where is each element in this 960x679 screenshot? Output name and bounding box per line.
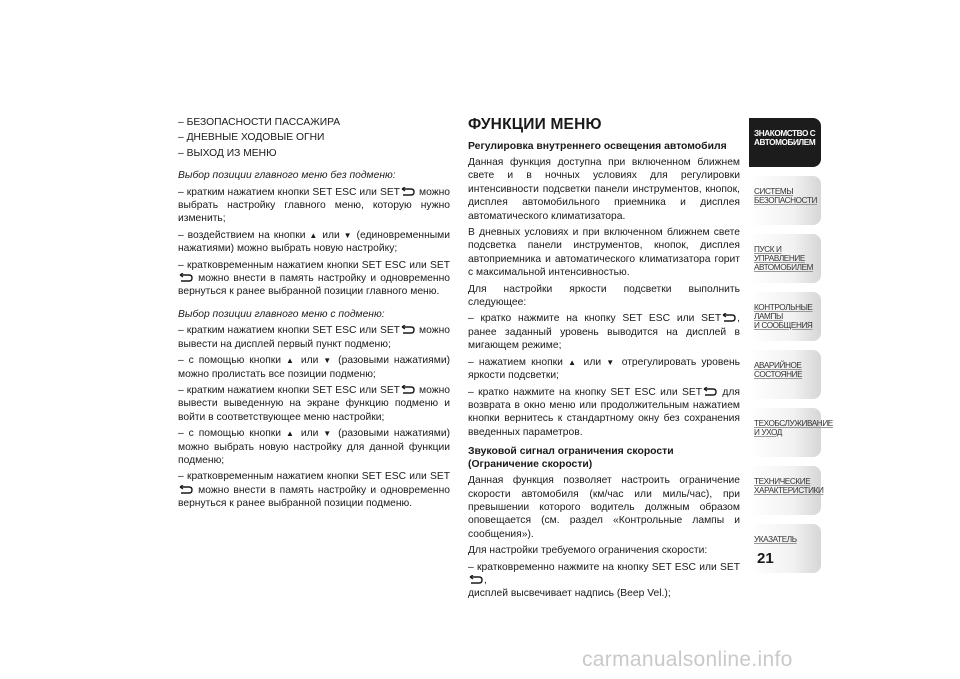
right-column [468,116,740,604]
set-return-icon [401,325,415,334]
paragraph: – кратко нажмите на кнопку SET ESC или SET , ранее заданный уровень выводится на дисплей в мигающем режиме; [468,313,740,352]
tab-label-line: ТЕХОБСЛУЖИВАНИЕ [754,419,833,428]
paragraph: – кратковременным нажатием кнопки SET ESC или SET можно внести в память настройку и одновременно вернуться к ранее выбранной позиции главного меню. [178,259,450,298]
tab-label-line: АВТОМОБИЛЕМ [754,138,816,147]
subheading-with-submenu: Выбор позиции главного меню с подменю: [178,308,385,320]
up-arrow-icon: ▲ [285,356,296,366]
down-arrow-icon: ▼ [323,356,334,366]
paragraph: Данная функция позволяет настроить ограничение скорости автомобиля (км/час или миль/час), при превышении которого водитель должным образом оповещается (см. раздел «Контрольные лампы и сообщения»). [468,475,740,540]
tab-chapter[interactable] [749,118,821,167]
paragraph: – кратковременно нажмите на кнопку SET ESC или SET, [468,561,740,586]
up-arrow-icon: ▲ [285,429,296,439]
down-arrow-icon: ▼ [323,429,334,439]
paragraph: – нажатием кнопки ▲ или ▼ отрегулировать уровень яркости подсветки; [468,356,741,382]
chapter-tabs [749,118,833,582]
list-item: – ВЫХОД ИЗ МЕНЮ [178,147,277,159]
up-arrow-icon: ▲ [309,230,319,240]
subheading-no-submenu: Выбор позиции главного меню без подменю: [178,170,396,182]
paragraph: – кратким нажатием кнопки SET ESC или SET можно вывести на дисплей первый пункт подменю; [178,325,450,350]
tab-label-line: АВАРИЙНОЕ [754,361,802,370]
down-arrow-icon: ▼ [343,230,353,240]
down-arrow-icon: ▼ [606,357,617,367]
set-return-icon [469,575,483,584]
list-item: – БЕЗОПАСНОСТИ ПАССАЖИРА [178,117,341,128]
set-return-icon [703,387,717,396]
set-return-icon [179,485,193,494]
list-item: – ДНЕВНЫЕ ХОДОВЫЕ ОГНИ [178,132,325,144]
tab-label-line: И УХОД [754,428,782,437]
up-arrow-icon: ▲ [568,357,579,367]
section-title: ФУНКЦИИ МЕНЮ [468,116,602,133]
subsection-title: Звуковой сигнал ограничения скорости (Ограничение скорости) [468,446,674,471]
paragraph: – с помощью кнопки ▲ или ▼ (разовыми нажатиями) можно пролистать все позиции подменю; [178,355,450,380]
paragraph: Для настройки требуемого ограничения скорости: [468,545,708,557]
set-return-icon [401,187,415,196]
tab-chapter[interactable] [749,292,821,341]
tab-chapter[interactable] [749,408,833,457]
tab-label-line: ТЕХНИЧЕСКИЕ [754,477,811,486]
paragraph: Для настройки яркости подсветки выполнить следующее: [468,283,740,309]
tab-label-line: ХАРАКТЕРИСТИКИ [754,486,824,495]
tab-chapter[interactable] [749,466,824,515]
paragraph: – кратким нажатием кнопки SET ESC или SET можно выбрать настройку главного меню, которую нужно изменить; [178,186,450,225]
tab-chapter[interactable] [749,176,821,225]
tab-label-line: БЕЗОПАСНОСТИ [754,196,817,205]
paragraph: В дневных условиях и при включенном ближнем свете подсветка панели инструментов, кнопок, дисплея автоприемника и автоматического климатизатора горит с максимальной интенсивностью. [468,227,740,279]
tab-label-line: ЛАМПЫ [754,312,783,321]
page-number: 21 [757,550,774,567]
paragraph: – кратковременным нажатием кнопки SET ESC или SET можно внести в память настройку и одновременно вернуться к ранее выбранной позиции подменю. [178,471,450,510]
subsection-title: Регулировка внутреннего освещения автомобиля [468,141,727,152]
set-return-icon [722,313,736,322]
tab-label-line: ПУСК И УПРАВЛЕНИЕ [754,245,805,263]
paragraph: – кратко нажмите на кнопку SET ESC или SET для возврата в окно меню или продолжительным нажатием кнопки вернитесь к стандартному окну без сохранения введенных параметров. [468,386,741,438]
tab-label-line: ЗНАКОМСТВО С [754,129,816,138]
paragraph: – с помощью кнопки ▲ или ▼ (разовыми нажатиями) можно выбрать новую настройку для данной функции подменю; [178,428,450,466]
tab-label-line: И СООБЩЕНИЯ [754,321,813,330]
paragraph: Данная функция доступна при включенном ближнем свете и в ночных условиях для регулировки интенсивности подсветки панели инструментов, кнопок, дисплея автомобильного приемника и дисплея автоматического климатизатора. [468,157,740,222]
tab-label-line: СИСТЕМЫ [754,187,794,196]
tab-chapter[interactable] [749,234,821,283]
set-return-icon [179,273,193,282]
paragraph: – кратким нажатием кнопки SET ESC или SET можно вывести выведенную на экране функцию подменю и войти в соответствующее меню настройки; [178,384,450,423]
tab-label-line: КОНТРОЛЬНЫЕ [754,303,813,312]
paragraph: – воздействием на кнопки ▲ или ▼ (единовременными нажатиями) можно выбрать новую настройку; [178,229,450,255]
watermark: carmanualsonline.info [582,648,793,671]
set-return-icon [401,385,415,394]
tab-label-line: СОСТОЯНИЕ [754,370,803,379]
tab-label-line: АВТОМОБИЛЕМ [754,263,814,272]
paragraph: дисплей высвечивает надпись (Beep Vel.); [468,588,671,600]
tab-chapter[interactable] [749,350,821,399]
left-column [178,116,450,514]
tab-label-line: УКАЗАТЕЛЬ [754,535,797,544]
